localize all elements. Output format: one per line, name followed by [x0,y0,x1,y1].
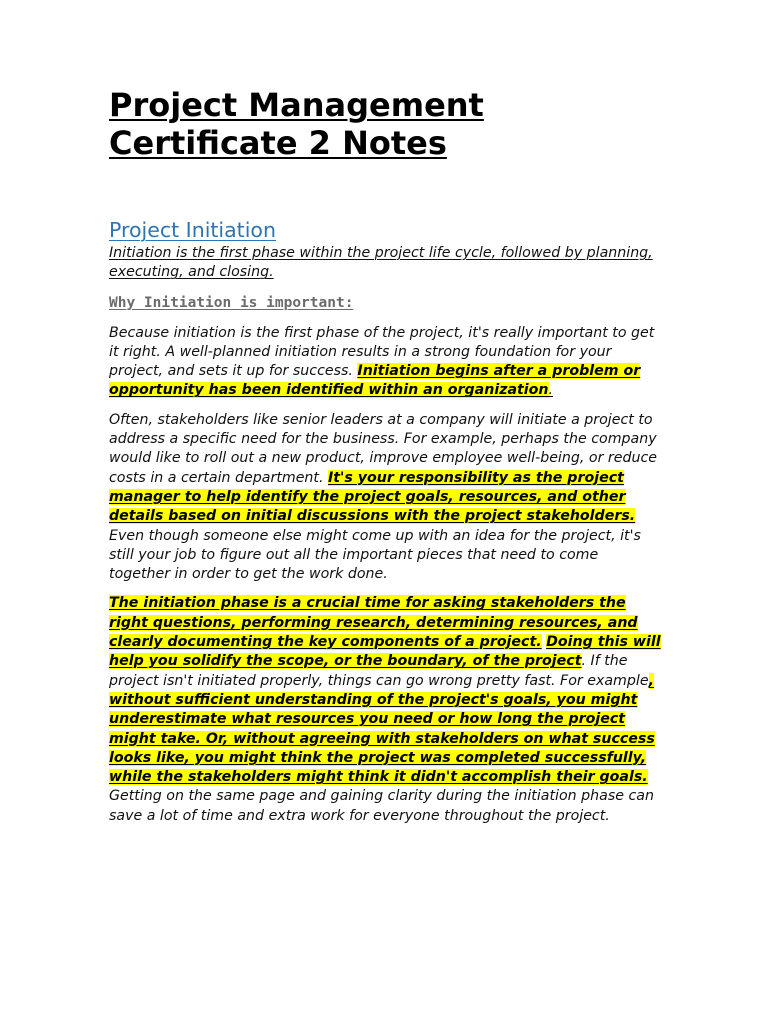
paragraph-2 [109,411,661,585]
paragraph-1-end: . [548,382,554,399]
document-title [109,86,661,162]
section-heading-project-initiation: Project Initiation [109,218,276,242]
paragraph-1-text: Because initiation is the first phase of the project, it's really important to get it right. A well-planned initiation results in a strong foundation for your project, and sets it up for success. [109,324,655,380]
paragraph-3-text-a: . If the project isn't initiated properly, things can go wrong pretty fast. For example [109,653,649,689]
paragraph-3-highlight-b: Doing this will help you solidify the scope, or the boundary, of the project [109,634,661,670]
section-intro: Initiation is the first phase within the project life cycle, followed by planning, executing, and closing. [109,245,653,281]
paragraph-1-highlight: Initiation begins after a problem or opportunity has been identified within an organization [109,363,641,399]
paragraph-2-text-a: Often, stakeholders like senior leaders at a company will initiate a project to address a specific need for the business. For example, perhaps the company would like to roll out a new product, improve employee well-being, or reduce costs in a certain department. [109,411,658,486]
document-title-line-1: Project Management [109,86,484,124]
document-page [109,86,661,826]
document-title-line-2: Certificate 2 Notes [109,124,447,162]
subheading-why-initiation: Why Initiation is important: [109,294,354,311]
paragraph-3 [109,594,661,826]
paragraph-2-highlight: It's your responsibility as the project manager to help identify the project goals, resources, and other details based on initial discussions with the project stakeholders. [109,469,636,525]
paragraph-3-highlight-c: , without sufficient understanding of the project's goals, you might underestimate what resources you need or how long the project might take. Or, without agreeing with stakeholders on what success looks like, you might think the project was completed successfully, while the stakeholders might think it didn't accomplish their goals. [109,672,655,786]
paragraph-2-text-b: Even though someone else might come up with an idea for the project, it's still your job to figure out all the important pieces that need to come together in order to get the work done. [109,527,641,583]
paragraph-3-text-b: Getting on the same page and gaining clarity during the initiation phase can save a lot of time and extra work for everyone throughout the project. [109,788,654,824]
paragraph-3-highlight-a: The initiation phase is a crucial time for asking stakeholders the right questions, performing research, determining resources, and clearly documenting the key components of a project. [109,595,638,651]
paragraph-1 [109,324,661,401]
